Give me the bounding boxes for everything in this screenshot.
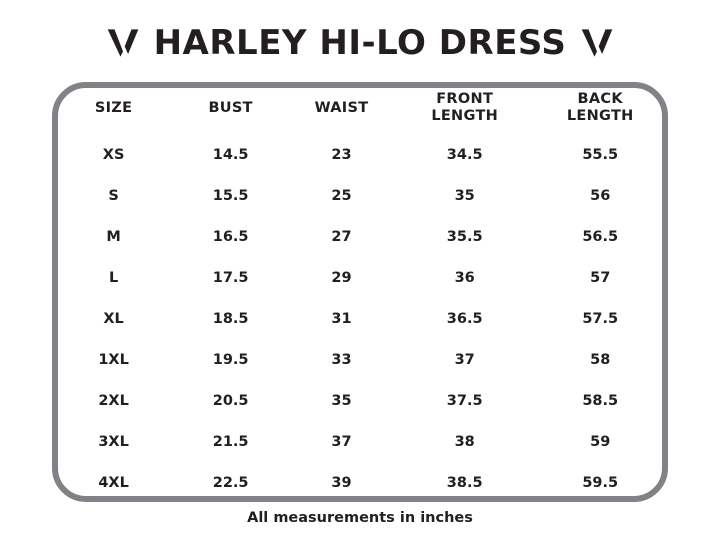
page-header	[0, 0, 720, 78]
cell-front-length: 38.5	[446, 474, 483, 491]
cell-bust: 22.5	[212, 474, 249, 491]
table-row	[52, 257, 668, 298]
header-line: BUST	[208, 99, 253, 116]
cell-bust: 19.5	[212, 351, 249, 368]
cell-front-length: 34.5	[446, 146, 483, 163]
cell-size: XS	[102, 146, 125, 163]
chevron-mark-icon-right	[580, 26, 614, 60]
cell-back-length: 57	[590, 269, 611, 286]
cell-bust: 18.5	[212, 310, 249, 327]
cell-size: 4XL	[98, 474, 129, 491]
header-line: SIZE	[94, 99, 133, 116]
cell-size: 1XL	[98, 351, 129, 368]
cell-size: 3XL	[98, 433, 129, 450]
header-line: WAIST	[314, 99, 369, 116]
table-row	[52, 298, 668, 339]
cell-back-length: 56	[590, 187, 611, 204]
cell-front-length: 36.5	[446, 310, 483, 327]
cell-front-length: 35.5	[446, 228, 483, 245]
header-line: FRONT	[436, 91, 494, 108]
table-row	[52, 175, 668, 216]
column-header-back-length	[532, 82, 668, 134]
cell-back-length: 59.5	[582, 474, 619, 491]
column-header-front-length	[397, 82, 533, 134]
cell-waist: 33	[331, 351, 352, 368]
table-row	[52, 216, 668, 257]
cell-bust: 17.5	[212, 269, 249, 286]
table-row	[52, 462, 668, 503]
header-line: BACK	[577, 91, 623, 108]
cell-front-length: 37.5	[446, 392, 483, 409]
column-header-bust	[175, 82, 286, 134]
cell-back-length: 56.5	[582, 228, 619, 245]
cell-bust: 15.5	[212, 187, 249, 204]
cell-front-length: 38	[454, 433, 475, 450]
table-row	[52, 380, 668, 421]
cell-waist: 29	[331, 269, 352, 286]
cell-waist: 39	[331, 474, 352, 491]
cell-size: 2XL	[98, 392, 129, 409]
column-header-waist	[286, 82, 397, 134]
cell-size: S	[108, 187, 119, 204]
header-row	[52, 82, 668, 134]
table-row	[52, 339, 668, 380]
table-body	[52, 134, 668, 503]
column-header-size	[52, 82, 175, 134]
size-chart-table	[52, 82, 668, 503]
cell-size: L	[108, 269, 119, 286]
cell-front-length: 36	[454, 269, 475, 286]
page-title: HARLEY HI-LO DRESS	[153, 23, 567, 63]
cell-back-length: 58	[590, 351, 611, 368]
table-row	[52, 134, 668, 175]
header-line: LENGTH	[566, 108, 634, 124]
header-line: LENGTH	[431, 108, 499, 124]
cell-waist: 27	[331, 228, 352, 245]
cell-waist: 37	[331, 433, 352, 450]
cell-bust: 20.5	[212, 392, 249, 409]
cell-size: XL	[103, 310, 124, 327]
cell-waist: 23	[331, 146, 352, 163]
cell-waist: 31	[331, 310, 352, 327]
table-row	[52, 421, 668, 462]
cell-waist: 35	[331, 392, 352, 409]
table-header	[52, 82, 668, 134]
cell-size: M	[106, 228, 121, 245]
cell-front-length: 35	[454, 187, 475, 204]
cell-back-length: 57.5	[582, 310, 619, 327]
cell-back-length: 58.5	[582, 392, 619, 409]
measurement-note: All measurements in inches	[247, 510, 473, 526]
chevron-mark-icon-left	[106, 26, 140, 60]
cell-back-length: 59	[590, 433, 611, 450]
cell-front-length: 37	[454, 351, 475, 368]
cell-bust: 21.5	[212, 433, 249, 450]
cell-bust: 16.5	[212, 228, 249, 245]
cell-waist: 25	[331, 187, 352, 204]
cell-back-length: 55.5	[582, 146, 619, 163]
cell-bust: 14.5	[212, 146, 249, 163]
